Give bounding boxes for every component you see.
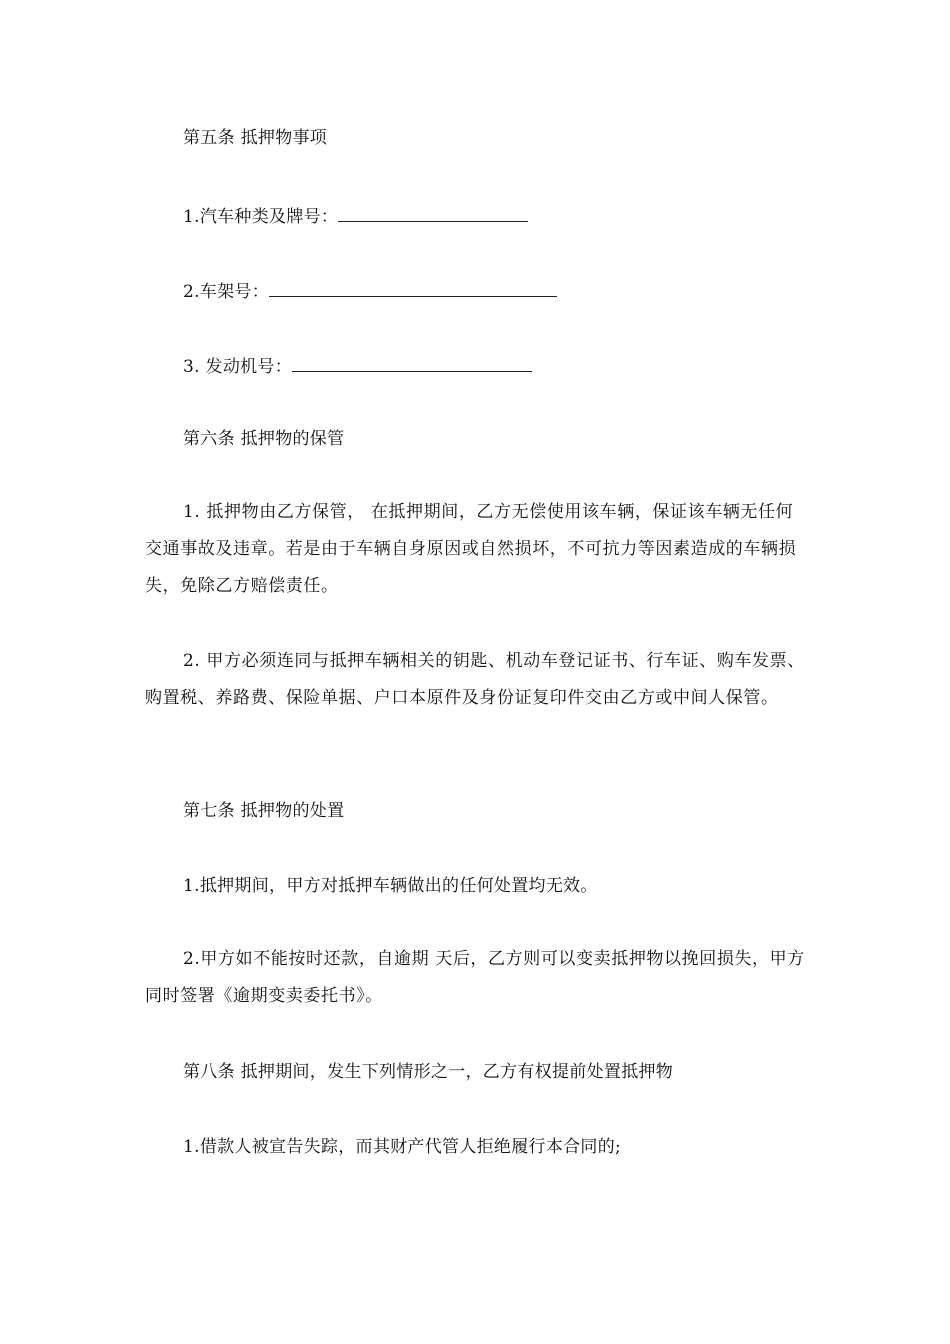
article-6-clause-2: 2. 甲方必须连同与抵押车辆相关的钥匙、机动车登记证书、行车证、购车发票、购置税、养路费、保险单据、户口本原件及身份证复印件交由乙方或中间人保管。 (145, 651, 805, 708)
fill-blank[interactable] (269, 280, 557, 297)
field-vehicle-type-plate (183, 205, 528, 227)
article-7-clause-2: 2.甲方如不能按时还款，自逾期 天后，乙方则可以变卖抵押物以挽回损失，甲方同时签署《逾期变卖委托书》。 (145, 949, 805, 1006)
article-8-clause-1: 1.借款人被宣告失踪，而其财产代管人拒绝履行本合同的; (183, 1137, 622, 1157)
field-label: 1.汽车种类及牌号： (183, 207, 339, 227)
article-8-heading: 第八条 抵押期间，发生下列情形之一，乙方有权提前处置抵押物 (183, 1062, 674, 1082)
field-frame-number (183, 280, 557, 302)
article-7-clause-1: 1.抵押期间，甲方对抵押车辆做出的任何处置均无效。 (183, 876, 598, 896)
field-engine-number (183, 355, 532, 377)
field-label: 2.车架号： (183, 282, 270, 302)
fill-blank[interactable] (338, 205, 528, 222)
article-6-clause-1: 1. 抵押物由乙方保管， 在抵押期间，乙方无偿使用该车辆，保证该车辆无任何交通事故及违章。若是由于车辆自身原因或自然损坏，不可抗力等因素造成的车辆损失，免除乙方赔偿责任。 (145, 502, 797, 596)
field-label: 3. 发动机号： (183, 357, 293, 377)
article-6-heading: 第六条 抵押物的保管 (183, 429, 345, 449)
fill-blank[interactable] (292, 355, 532, 372)
article-5-heading: 第五条 抵押物事项 (183, 128, 328, 148)
article-7-heading: 第七条 抵押物的处置 (183, 801, 345, 821)
